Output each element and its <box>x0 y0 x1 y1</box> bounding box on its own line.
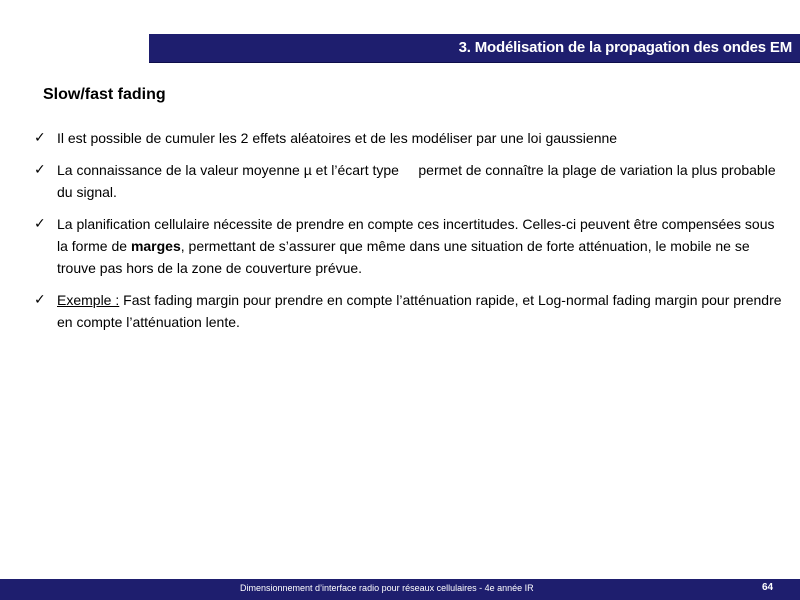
bullet-text <box>57 292 782 330</box>
bullet-item <box>34 159 784 203</box>
slide-title: 3. Modélisation de la propagation des ondes EM <box>458 39 792 56</box>
check-icon: ✓ <box>34 162 46 178</box>
check-icon: ✓ <box>34 216 46 232</box>
bullet-text <box>57 216 775 276</box>
bullet-text-part: , permettant de s’assurer que même dans une situation de forte atténuation, le mobile ne se trouve pas hors de la zone de couverture prévue. <box>57 238 750 276</box>
bullet-text: La connaissance de la valeur moyenne µ et l’écart type permet de connaître la plage de variation la plus probable du signal. <box>57 162 780 200</box>
bullet-item <box>34 289 784 333</box>
bold-term-marges: marges <box>130 238 181 254</box>
check-icon: ✓ <box>34 130 46 146</box>
bullet-item <box>34 127 784 149</box>
footer-text: Dimensionnement d’interface radio pour réseaux cellulaires - 4e année IR <box>240 583 534 593</box>
bullet-text: Il est possible de cumuler les 2 effets aléatoires et de les modéliser par une loi gaussienne <box>57 130 618 146</box>
bullet-text-part: La planification cellulaire nécessite de prendre en compte ces incertitudes. Celles-ci peuvent être compensées sous la forme de <box>57 216 775 254</box>
example-label: Exemple : <box>57 292 120 308</box>
bullet-text-part: Fast fading margin pour prendre en compte l’atténuation rapide, et Log-normal fading margin pour prendre en compte l’atténuation lente. <box>57 292 782 330</box>
footer-bar <box>0 579 800 600</box>
section-title: Slow/fast fading <box>43 86 166 103</box>
page-number: 64 <box>762 582 774 593</box>
bullet-list <box>34 127 784 343</box>
check-icon: ✓ <box>34 292 46 308</box>
header-bar <box>149 34 800 63</box>
bullet-item <box>34 213 784 279</box>
